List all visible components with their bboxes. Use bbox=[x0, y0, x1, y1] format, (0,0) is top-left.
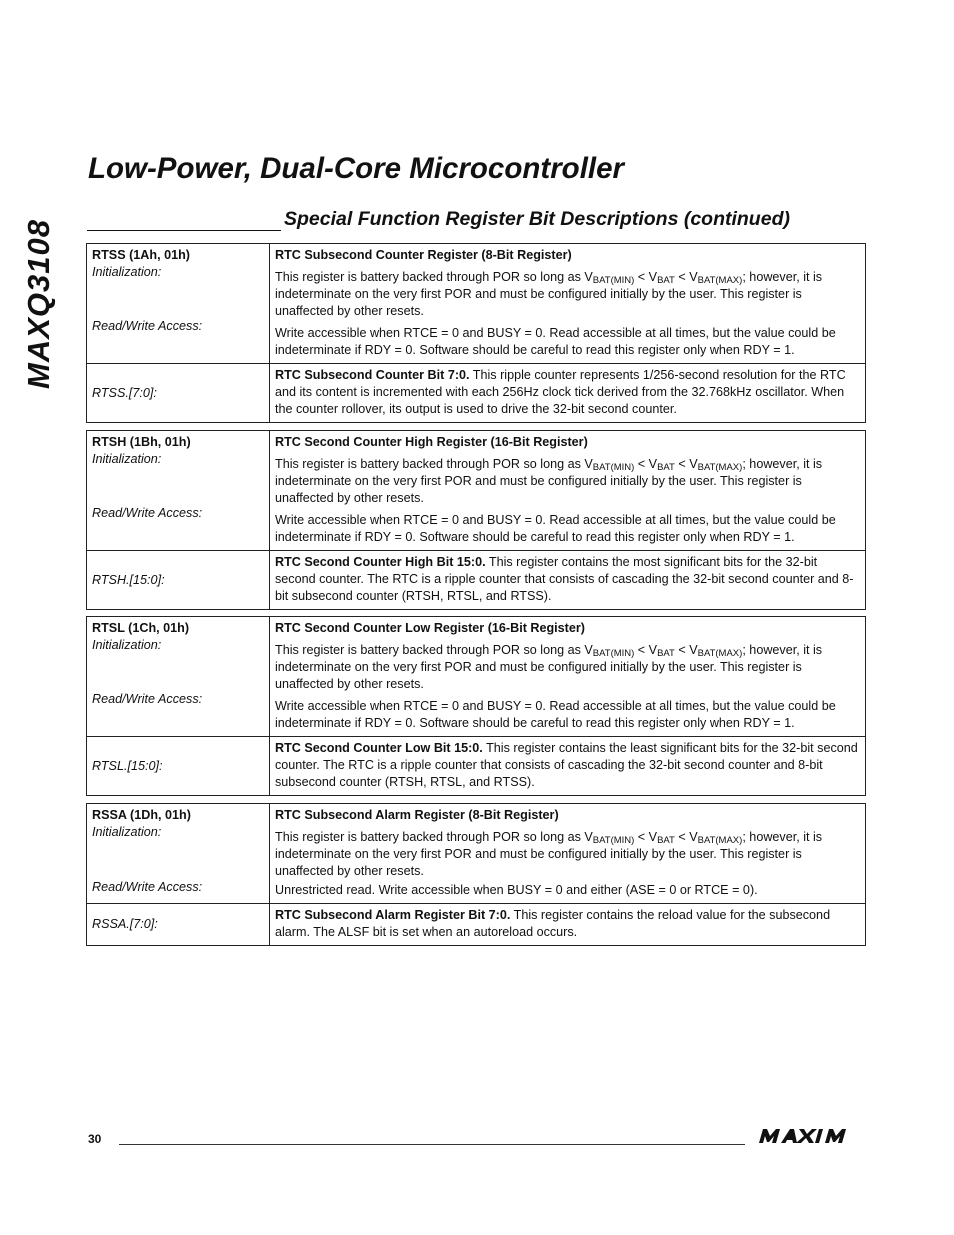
rw-text: Write accessible when RTCE = 0 and BUSY = 0. Read accessible at all times, but the value could be indeterminate if RDY = 0. Software should be careful to read this register only when RDY = 1. bbox=[275, 326, 836, 357]
register-header: RTC Subsecond Counter Register (8-Bit Register) bbox=[275, 248, 572, 262]
init-text: This register is battery backed through POR so long as $V_{BAT(MIN)} < V_{BAT} < V_{BAT(MAX)}$; however, it is indeterminate on the very first POR and must be configured initially by the user. This register is unaffected by other resets. bbox=[275, 830, 823, 878]
bit-label: RTSS.[7:0]: bbox=[87, 364, 270, 423]
section-title: Special Function Register Bit Descriptions (continued) bbox=[284, 208, 790, 230]
bit-label: RTSL.[15:0]: bbox=[87, 737, 270, 796]
register-table bbox=[86, 430, 866, 610]
register-name: RSSA (1Dh, 01h) bbox=[92, 808, 191, 822]
register-name: RTSL (1Ch, 01h) bbox=[92, 621, 190, 635]
rw-label: Read/Write Access: bbox=[92, 319, 203, 333]
rw-label: Read/Write Access: bbox=[92, 506, 203, 520]
rw-text: Write accessible when RTCE = 0 and BUSY = 0. Read accessible at all times, but the value could be indeterminate if RDY = 0. Software should be careful to read this register only when RDY = 1. bbox=[275, 699, 836, 730]
bit-title: RTC Second Counter Low Bit 15:0. bbox=[275, 741, 483, 755]
init-text: This register is battery backed through POR so long as $V_{BAT(MIN)} < V_{BAT} < V_{BAT(MAX)}$; however, it is indeterminate on the very first POR and must be configured initially by the user. This register is unaffected by other resets. bbox=[275, 643, 823, 691]
register-header: RTC Subsecond Alarm Register (8-Bit Register) bbox=[275, 808, 559, 822]
register-desc-cell bbox=[270, 244, 866, 364]
bit-title: RTC Subsecond Counter Bit 7:0. bbox=[275, 368, 470, 382]
rw-label: Read/Write Access: bbox=[92, 692, 203, 706]
side-part-number bbox=[14, 212, 64, 397]
maxim-logo bbox=[757, 1128, 864, 1144]
bit-desc bbox=[270, 904, 866, 946]
page-number: 30 bbox=[88, 1132, 102, 1146]
bit-desc bbox=[270, 551, 866, 610]
register-header: RTC Second Counter Low Register (16-Bit Register) bbox=[275, 621, 585, 635]
register-desc-cell bbox=[270, 804, 866, 904]
init-label: Initialization: bbox=[92, 825, 162, 839]
bit-text: This register contains the most significant bits for the 32-bit second counter. The RTC is a ripple counter that consists of cascading the 32-bit second counter and 8-bit subsecond counter (RTSH, RTSL, and RTSS). bbox=[275, 555, 854, 603]
document-title: Low-Power, Dual-Core Microcontroller bbox=[88, 152, 624, 185]
register-desc-cell bbox=[270, 431, 866, 551]
init-label: Initialization: bbox=[92, 452, 162, 466]
register-header: RTC Second Counter High Register (16-Bit Register) bbox=[275, 435, 588, 449]
register-label-cell bbox=[87, 244, 270, 364]
register-label-cell bbox=[87, 804, 270, 904]
rw-label: Read/Write Access: bbox=[92, 880, 203, 894]
init-text: This register is battery backed through POR so long as $V_{BAT(MIN)} < V_{BAT} < V_{BAT(MAX)}$; however, it is indeterminate on the very first POR and must be configured initially by the user. This register is unaffected by other resets. bbox=[275, 270, 823, 318]
register-table bbox=[86, 616, 866, 796]
register-label-cell bbox=[87, 431, 270, 551]
register-table bbox=[86, 243, 866, 423]
bit-desc bbox=[270, 737, 866, 796]
bit-label: RSSA.[7:0]: bbox=[87, 904, 270, 946]
bit-text: This register contains the reload value for the subsecond alarm. The ALSF bit is set when an autoreload occurs. bbox=[275, 908, 831, 939]
bit-text: This register contains the least significant bits for the 32-bit second counter. The RTC is a ripple counter that consists of cascading the 32-bit second counter and 8-bit subsecond counter (RTSH, RTSL, and RTSS). bbox=[275, 741, 858, 789]
footer-rule bbox=[119, 1144, 745, 1145]
section-rule bbox=[87, 230, 281, 231]
register-table bbox=[86, 803, 866, 946]
bit-desc bbox=[270, 364, 866, 423]
side-part-number-text: MAXQ3108 bbox=[21, 219, 56, 389]
rw-text: Write accessible when RTCE = 0 and BUSY = 0. Read accessible at all times, but the value could be indeterminate if RDY = 0. Software should be careful to read this register only when RDY = 1. bbox=[275, 513, 836, 544]
register-name: RTSH (1Bh, 01h) bbox=[92, 435, 191, 449]
bit-title: RTC Second Counter High Bit 15:0. bbox=[275, 555, 486, 569]
init-label: Initialization: bbox=[92, 638, 162, 652]
bit-text: This ripple counter represents 1/256-second resolution for the RTC and its content is incremented with each 256Hz clock tick derived from the 32.768kHz oscillator. When the counter rollover, its output is used to drive the 32-bit second counter. bbox=[275, 368, 846, 416]
bit-title: RTC Subsecond Alarm Register Bit 7:0. bbox=[275, 908, 511, 922]
register-name: RTSS (1Ah, 01h) bbox=[92, 248, 190, 262]
bit-label: RTSH.[15:0]: bbox=[87, 551, 270, 610]
rw-text: Unrestricted read. Write accessible when BUSY = 0 and either (ASE = 0 or RTCE = 0). bbox=[275, 883, 758, 897]
register-label-cell bbox=[87, 617, 270, 737]
register-desc-cell bbox=[270, 617, 866, 737]
init-text: This register is battery backed through POR so long as $V_{BAT(MIN)} < V_{BAT} < V_{BAT(MAX)}$; however, it is indeterminate on the very first POR and must be configured initially by the user. This register is unaffected by other resets. bbox=[275, 457, 823, 505]
init-label: Initialization: bbox=[92, 265, 162, 279]
